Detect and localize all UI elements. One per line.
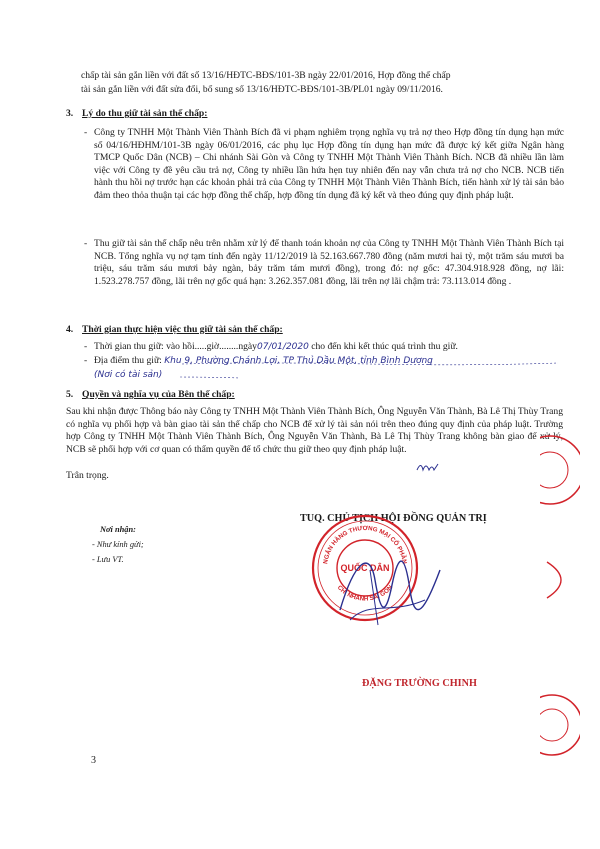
recipient-item: - Như kính gửi; [92,540,144,549]
seal-bottom-text: CHI NHÁNH SÀI GÒN [335,584,395,603]
section-5-title: Quyền và nghĩa vụ của Bên thế chấp: [82,389,235,400]
section-4-place: - Địa điểm thu giữ: Khu 9, Phường Chánh Lợi, TP Thủ Dầu Một, tỉnh Bình Dương [84,355,433,366]
section-4-time: - Thời gian thu giữ: vào hồi.....giờ........ngày07/01/2020 cho đến khi kết thúc quá trình thu giữ. [84,341,458,352]
intro-line-2: tài sản gắn liền với đất sửa đổi, bổ sung số 13/16/HĐTC-BĐS/101-3B/PL01 ngày 09/11/2016. [81,84,443,95]
time-label: Thời gian thu giữ: vào hồi.....giờ........ngày [94,341,257,352]
section-3-bullet-2: - Thu giữ tài sản thế chấp nêu trên nhằm xử lý để thanh toán khoản nợ của Công ty TNHH Một Thành Viên Thành Bích tại NCB. Tổng nghĩa vụ nợ tạm tính đến ngày 11/12/2019 là 52.163.667.780 đồng (năm mươi hai tỷ, một trăm sáu mươi ba triệu, sáu trăm sáu mươi bảy ngàn, bảy trăm tám mươi đồng), trong đó: nợ gốc: 47.304.918.928 đồng, nợ lãi: 1.523.278.757 đồng, lãi trên nợ gốc quá hạn: 3.262.357.081 đồng, lãi trên nợ lãi chậm trả: 73.113.014 đồng . [84,238,564,287]
recipients-block [92,522,144,567]
side-stamp-upper [540,430,580,510]
section-3-title: Lý do thu giữ tài sản thế chấp: [82,108,208,119]
side-stamp-mid [545,560,580,600]
section-3-bullet-1: - Công ty TNHH Một Thành Viên Thành Bích đã vi phạm nghiêm trọng nghĩa vụ trả nợ theo Hợp đồng tín dụng hạn mức số 04/16/HĐHM/101-3B ngày 06/01/2016, các phụ lục Hợp đồng tín dụng hạn mức đã được ký kết giữa Ngân hàng TMCP Quốc Dân (NCB) – Chi nhánh Sài Gòn và Công ty TNHH Một Thành Viên Thành Bích. NCB đã nhiều lần làm việc với Công ty đề yêu cầu trả nợ, Công ty nhiều lần hứa hẹn tuy nhiên đến nay vẫn chưa trả nợ cho NCB. NCB tiến hành thu hồi nợ trước hạn các khoản phải trả của Công ty TNHH Một Thành Viên Thành Bích, tiến hành xử lý tài sản bảo đảm theo thỏa thuận tại các hợp đồng thế chấp, hợp đồng tín dụng đã ký kết và theo đúng quy định pháp luật. [84,127,564,201]
section-4-heading [66,324,283,337]
section-5-body: Sau khi nhận được Thông báo này Công ty TNHH Một Thành Viên Thành Bích, Ông Nguyễn Văn Thành, Bà Lê Thị Thùy Trang có nghĩa vụ phối hợp và bàn giao tài sản thế chấp cho NCB để xử lý tài sản nói trên theo đúng quy định của pháp luật. Trường hợp Công ty TNHH Một Thành Viên Thành Bích, Ông Nguyễn Văn Thành, Bà Lê Thị Thùy Trang không bàn giao để xử lý, NCB sẽ phối hợp với cơ quan có thẩm quyền để tổ chức thu giữ theo quy định pháp luật. [66,406,563,455]
intro-line-1: chấp tài sản gắn liền với đất số 13/16/HĐTC-BĐS/101-3B ngày 22/01/2016, Hợp đồng thế chấp [81,70,451,81]
seal-top-text: NGÂN HÀNG THƯƠNG MẠI CỔ PHẦN [322,524,408,565]
section-5-heading [66,389,235,402]
recipient-item: - Lưu VT. [92,555,124,564]
time-suffix: cho đến khi kết thúc quá trình thu giữ. [311,341,458,352]
section-4-number: 4. [66,324,74,335]
recipients-title: Nơi nhận: [100,525,136,534]
section-3-number: 3. [66,108,74,119]
place-label: Địa điểm thu giữ: [94,355,162,366]
page-number: 3 [91,755,96,766]
signer-title: TUQ. CHỦ TỊCH HỘI ĐỒNG QUẢN TRỊ [300,513,487,525]
place-handwritten-1: Khu 9, Phường Chánh Lợi, TP Thủ Dầu Một, tỉnh Bình Dương [164,356,433,366]
section-3-heading [66,108,207,121]
seal-center-text: QUỐC DÂN [340,563,390,573]
side-stamp-lower [540,690,580,760]
initials-mark [415,460,445,476]
signer-name: ĐẶNG TRƯỜNG CHINH [362,678,477,690]
time-handwritten: 07/01/2020 [256,342,309,352]
section-3-bullet-1-text: Công ty TNHH Một Thành Viên Thành Bích đã vi phạm nghiêm trọng nghĩa vụ trả nợ theo Hợp đồng tín dụng hạn mức số 04/16/HĐHM/101-3B ngày 06/01/2016, các phụ lục Hợp đồng tín dụng hạn mức đã được ký kết giữa Ngân hàng TMCP Quốc Dân (NCB) – Chi nhánh Sài Gòn và Công ty TNHH Một Thành Viên Thành Bích. NCB đã nhiều lần làm việc với Công ty đề yêu cầu trả nợ, Công ty nhiều lần hứa hẹn tuy nhiên đến nay vẫn chưa trả nợ cho NCB. NCB tiến hành thu hồi nợ trước hạn các khoản phải trả của Công ty TNHH Một Thành Viên Thành Bích, tiến hành xử lý tài sản bảo đảm theo thỏa thuận tại các hợp đồng thế chấp, hợp đồng tín dụng đã ký kết và theo đúng quy định pháp luật. [94,127,564,201]
signature-scribble [330,540,450,635]
closing-text: Trân trọng. [66,470,109,481]
section-4-title: Thời gian thực hiện việc thu giữ tài sản thế chấp: [82,324,283,335]
section-3-bullet-2-text: Thu giữ tài sản thế chấp nêu trên nhằm xử lý để thanh toán khoản nợ của Công ty TNHH Một Thành Viên Thành Bích tại NCB. Tổng nghĩa vụ nợ tạm tính đến ngày 11/12/2019 là 52.163.667.780 đồng (năm mươi hai tỷ, một trăm sáu mươi ba triệu, sáu trăm sáu mươi bảy ngàn, bảy trăm tám mươi đồng), trong đó: nợ gốc: 47.304.918.928 đồng, nợ lãi: 1.523.278.757 đồng, lãi trên nợ gốc quá hạn: 3.262.357.081 đồng, lãi trên nợ lãi chậm trả: 73.113.014 đồng . [94,238,564,287]
section-5-number: 5. [66,389,74,400]
handwriting-underline [180,350,560,384]
place-handwritten-2: (Nơi có tài sản) [94,370,163,380]
